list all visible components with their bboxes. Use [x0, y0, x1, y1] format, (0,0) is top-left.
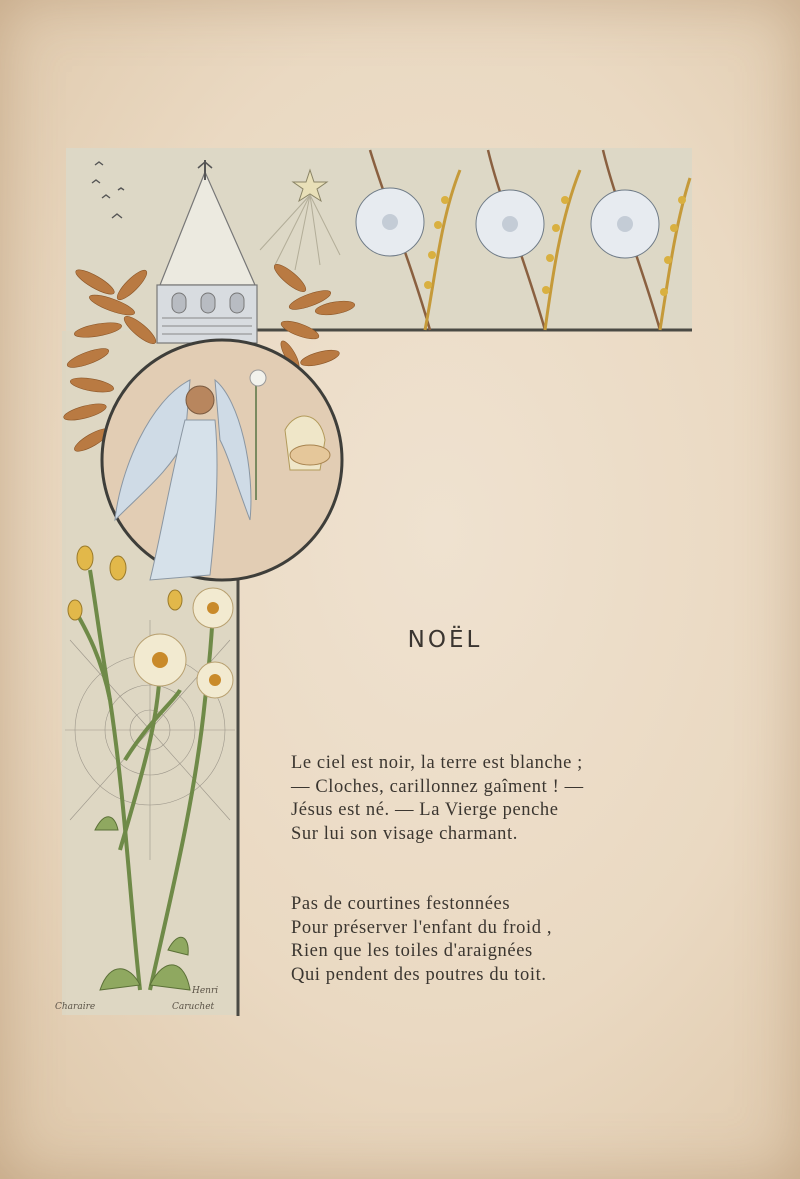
- angel-medallion: [102, 340, 342, 580]
- verse-line: Le ciel est noir, la terre est blanche ;: [291, 753, 583, 773]
- stanza-1: [291, 752, 584, 846]
- verse-line: Qui pendent des poutres du toit.: [291, 964, 547, 985]
- artist-first-name: Henri: [192, 986, 219, 996]
- printer-signature: Charaire: [55, 1002, 96, 1012]
- verse-line: Pour préserver l'enfant du froid ,: [291, 917, 553, 938]
- verse-line: — Cloches, carillonnez gaîment ! —: [291, 776, 584, 797]
- verse-line: Pas de courtines festonnées: [291, 894, 511, 914]
- verse-line: Sur lui son visage charmant.: [291, 823, 518, 844]
- stanza-2: [291, 893, 552, 987]
- verse-line: Jésus est né. — La Vierge penche: [291, 800, 559, 820]
- poem-title: NOËL: [407, 627, 483, 654]
- artist-signature: Caruchet: [172, 1002, 215, 1012]
- verse-line: Rien que les toiles d'araignées: [291, 941, 533, 961]
